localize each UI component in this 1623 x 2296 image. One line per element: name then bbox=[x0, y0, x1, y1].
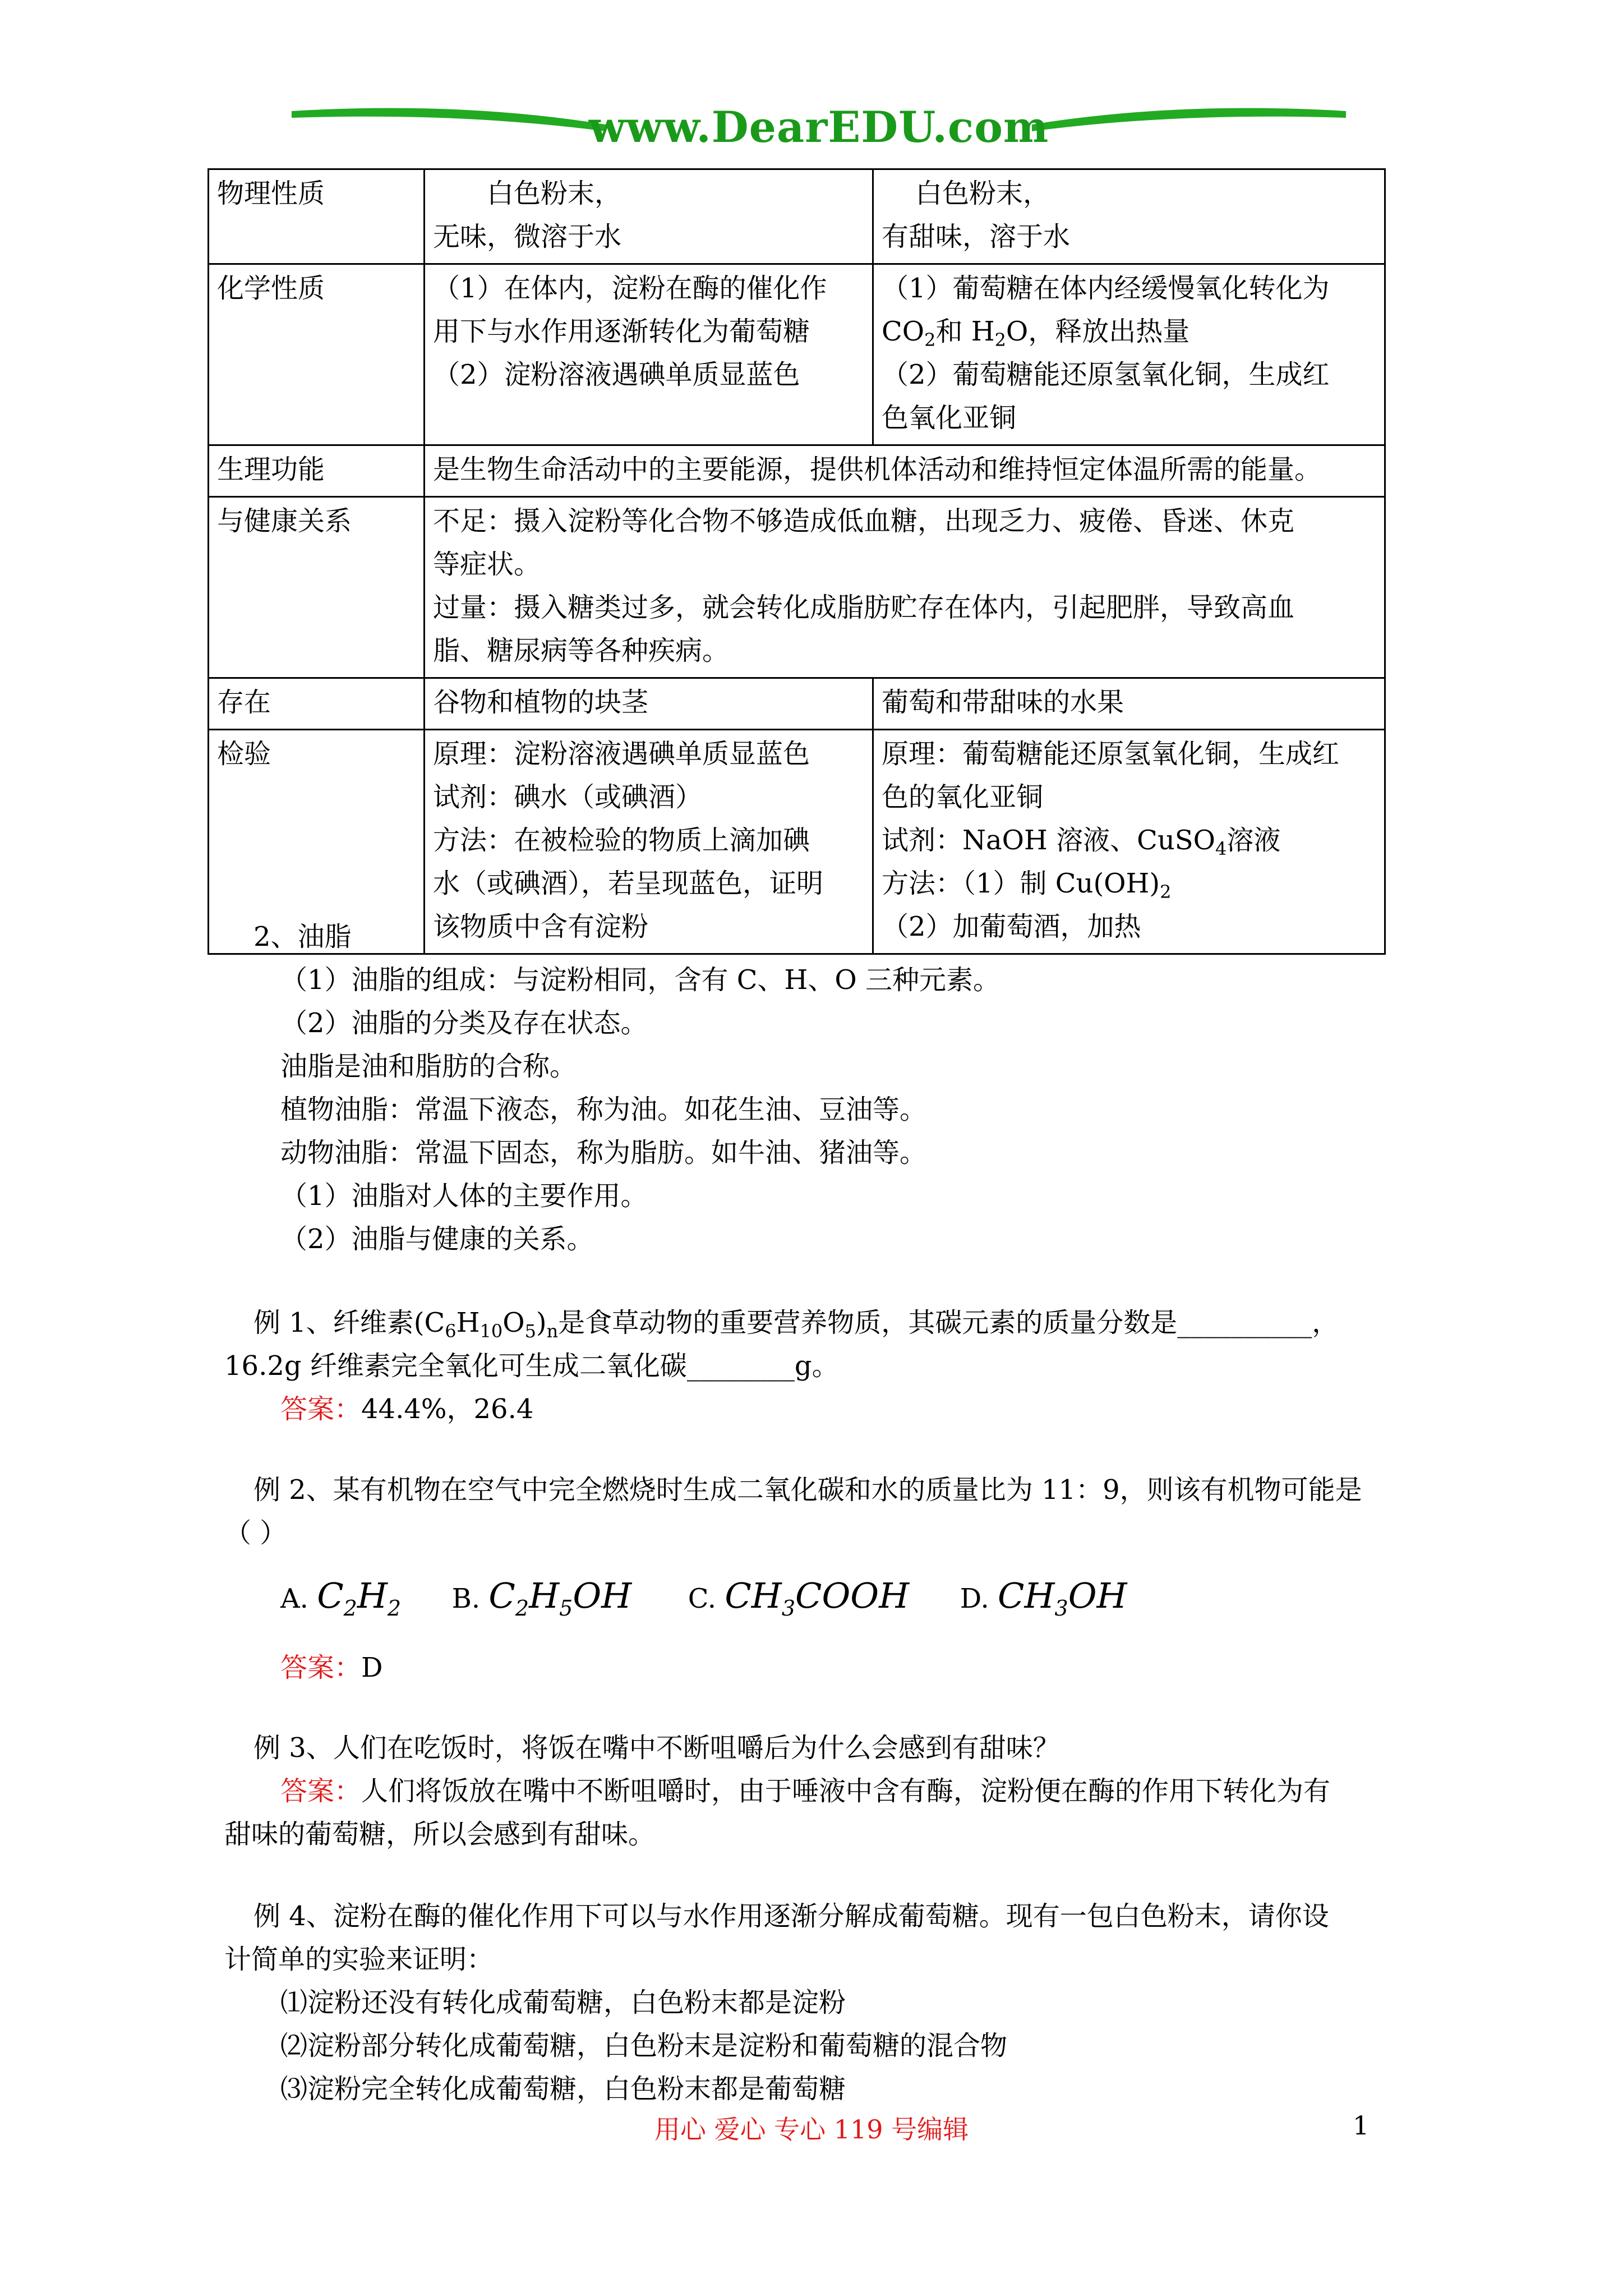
example-2-question: 例 2、某有机物在空气中完全燃烧时生成二氧化碳和水的质量比为 11：9，则该有机物可能是 bbox=[253, 1474, 1362, 1506]
table-row bbox=[209, 730, 1385, 954]
example-2-options: A. $C_2H_2$ B. $C_2H_5OH$ C. $CH_3COOH$ D. $CH_3OH$ bbox=[280, 1575, 1127, 1621]
example-2-answer: 答案：D bbox=[280, 1652, 383, 1683]
example-1-question-cont: 16.2g 纤维素完全氧化可生成二氧化碳________g。 bbox=[224, 1350, 839, 1382]
row-label: 与健康关系 bbox=[209, 497, 425, 678]
paragraph-line: （1）油脂对人体的主要作用。 bbox=[280, 1180, 648, 1212]
starch-glucose-table bbox=[208, 168, 1386, 955]
answer-label: 答案： bbox=[280, 1652, 362, 1683]
example-3-answer-cont: 甜味的葡萄糖，所以会感到有甜味。 bbox=[224, 1819, 656, 1850]
paragraph-line: 植物油脂：常温下液态，称为油。如花生油、豆油等。 bbox=[280, 1094, 927, 1125]
answer-label: 答案： bbox=[280, 1775, 362, 1807]
paragraph-line: （1）油脂的组成：与淀粉相同，含有 C、H、O 三种元素。 bbox=[280, 964, 1000, 996]
site-url[interactable]: www.DearEDU.com bbox=[588, 102, 1049, 152]
list-item: ⑶淀粉完全转化成葡萄糖，白色粉末都是葡萄糖 bbox=[280, 2073, 846, 2105]
option-c-formula: $CH_3COOH$ bbox=[725, 1575, 910, 1621]
section-heading-fats: 2、油脂 bbox=[253, 921, 352, 953]
option-b-formula: $C_2H_5OH$ bbox=[488, 1575, 632, 1621]
example-2-blank: （ ） bbox=[224, 1517, 287, 1549]
footer-editor-note: 用心 爱心 专心 119 号编辑 bbox=[654, 2114, 969, 2145]
example-3-question: 例 3、人们在吃饭时，将饭在嘴中不断咀嚼后为什么会感到有甜味？ bbox=[253, 1732, 1060, 1764]
paragraph-line: （2）油脂的分类及存在状态。 bbox=[280, 1007, 648, 1039]
example-1-question: 例 1、纤维素$(C_6H_{10}O_5)_n$是食草动物的重要营养物质，其碳元素的质量分数是__________， bbox=[253, 1307, 1339, 1342]
table-cell: 原理：淀粉溶液遇碘单质显蓝色 试剂：碘水（或碘酒） 方法：在被检验的物质上滴加碘 水（或碘酒），若呈现蓝色，证明 该物质中含有淀粉 bbox=[425, 730, 873, 954]
row-label: 检验 bbox=[209, 730, 425, 954]
table-cell: 葡萄和带甜味的水果 bbox=[873, 678, 1385, 730]
option-a-formula: $C_2H_2$ bbox=[317, 1575, 402, 1621]
table-cell: 是生物生命活动中的主要能源，提供机体活动和维持恒定体温所需的能量。 bbox=[425, 445, 1385, 497]
row-label: 化学性质 bbox=[209, 264, 425, 445]
row-label: 存在 bbox=[209, 678, 425, 730]
paragraph-line: 油脂是油和脂肪的合称。 bbox=[280, 1051, 577, 1082]
answer-label: 答案： bbox=[280, 1393, 362, 1425]
example-1-answer: 答案：44.4%，26.4 bbox=[280, 1393, 534, 1425]
page-number: 1 bbox=[1353, 2110, 1370, 2141]
table-row bbox=[209, 169, 1385, 264]
paragraph-line: 动物油脂：常温下固态，称为脂肪。如牛油、猪油等。 bbox=[280, 1137, 927, 1168]
row-label: 生理功能 bbox=[209, 445, 425, 497]
table-cell: 白色粉末， 无味，微溶于水 bbox=[425, 169, 873, 264]
table-row bbox=[209, 678, 1385, 730]
list-item: ⑴淀粉还没有转化成葡萄糖，白色粉末都是淀粉 bbox=[280, 1987, 846, 2018]
list-item: ⑵淀粉部分转化成葡萄糖，白色粉末是淀粉和葡萄糖的混合物 bbox=[280, 2030, 1008, 2062]
table-row bbox=[209, 264, 1385, 445]
example-4-question-cont: 计简单的实验来证明： bbox=[224, 1944, 494, 1975]
table-cell: （1）在体内，淀粉在酶的催化作 用下与水作用逐渐转化为葡萄糖 （2）淀粉溶液遇碘单质显蓝色 bbox=[425, 264, 873, 445]
table-row bbox=[209, 497, 1385, 678]
option-d-formula: $CH_3OH$ bbox=[998, 1575, 1127, 1621]
table-cell: 谷物和植物的块茎 bbox=[425, 678, 873, 730]
paragraph-line: （2）油脂与健康的关系。 bbox=[280, 1223, 594, 1255]
example-4-question: 例 4、淀粉在酶的催化作用下可以与水作用逐渐分解成葡萄糖。现有一包白色粉末，请你设 bbox=[253, 1901, 1329, 1932]
table-cell: 原理：葡萄糖能还原氢氧化铜，生成红 色的氧化亚铜 试剂：NaOH 溶液、CuSO$_4$溶液 方法：（1）制 $Cu(OH)_2$ （2）加葡萄酒，加热 bbox=[873, 730, 1385, 954]
example-3-answer: 答案：人们将饭放在嘴中不断咀嚼时，由于唾液中含有酶，淀粉便在酶的作用下转化为有 bbox=[280, 1775, 1331, 1807]
table-cell: （1）葡萄糖在体内经缓慢氧化转化为 $CO_2$和 $H_2O$，释放出热量 （2）葡萄糖能还原氢氧化铜，生成红 色氧化亚铜 bbox=[873, 264, 1385, 445]
table-row bbox=[209, 445, 1385, 497]
row-label: 物理性质 bbox=[209, 169, 425, 264]
table-cell: 不足：摄入淀粉等化合物不够造成低血糖，出现乏力、疲倦、昏迷、休克 等症状。 过量：摄入糖类过多，就会转化成脂肪贮存在体内，引起肥胖，导致高血 脂、糖尿病等各种疾病。 bbox=[425, 497, 1385, 678]
site-header bbox=[292, 90, 1346, 168]
table-cell: 白色粉末， 有甜味，溶于水 bbox=[873, 169, 1385, 264]
